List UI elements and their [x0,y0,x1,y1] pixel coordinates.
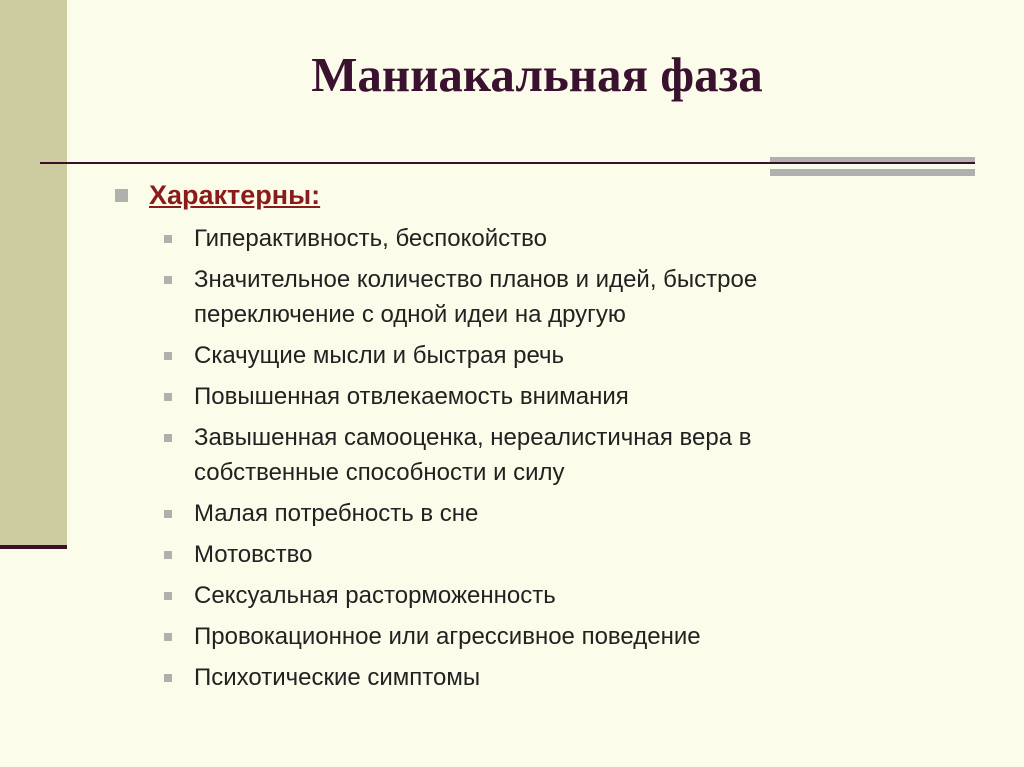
title-divider [40,162,975,164]
square-bullet-icon [115,189,128,202]
list-item-text: Повышенная отвлекаемость внимания [194,383,629,410]
list-item [160,537,880,572]
slide-title: Маниакальная фаза [311,47,763,102]
list-item-text: Малая потребность в сне [194,500,479,527]
section-heading-text: Характерны: [149,180,321,210]
left-decorative-band [0,0,67,548]
divider-accent-bottom [770,169,975,176]
list-item [160,578,880,613]
square-bullet-icon [164,276,172,284]
list-item [160,619,880,654]
square-bullet-icon [164,510,172,518]
square-bullet-icon [164,551,172,559]
square-bullet-icon [164,352,172,360]
square-bullet-icon [164,434,172,442]
bullet-list [160,221,880,701]
list-item-text: Психотические симптомы [194,664,481,691]
left-band-underline [0,545,67,549]
list-item [160,379,880,414]
divider-accent-top [770,157,975,162]
list-item-text: Значительное количество планов и идей, быстрое переключение с одной идеи на другую [194,266,758,328]
square-bullet-icon [164,674,172,682]
list-item-text: Скачущие мысли и быстрая речь [194,342,565,369]
square-bullet-icon [164,235,172,243]
square-bullet-icon [164,633,172,641]
list-item-text: Сексуальная расторможенность [194,582,556,609]
list-item-text: Гиперактивность, беспокойство [194,225,547,252]
section-heading [115,173,320,217]
list-item [160,660,880,695]
square-bullet-icon [164,393,172,401]
list-item [160,420,880,490]
list-item [160,221,880,256]
list-item [160,496,880,531]
list-item-text: Провокационное или агрессивное поведение [194,623,701,650]
square-bullet-icon [164,592,172,600]
list-item-text: Мотовство [194,541,313,568]
list-item [160,338,880,373]
list-item [160,262,880,332]
list-item-text: Завышенная самооценка, нереалистичная вера в собственные способности и силу [194,424,752,486]
